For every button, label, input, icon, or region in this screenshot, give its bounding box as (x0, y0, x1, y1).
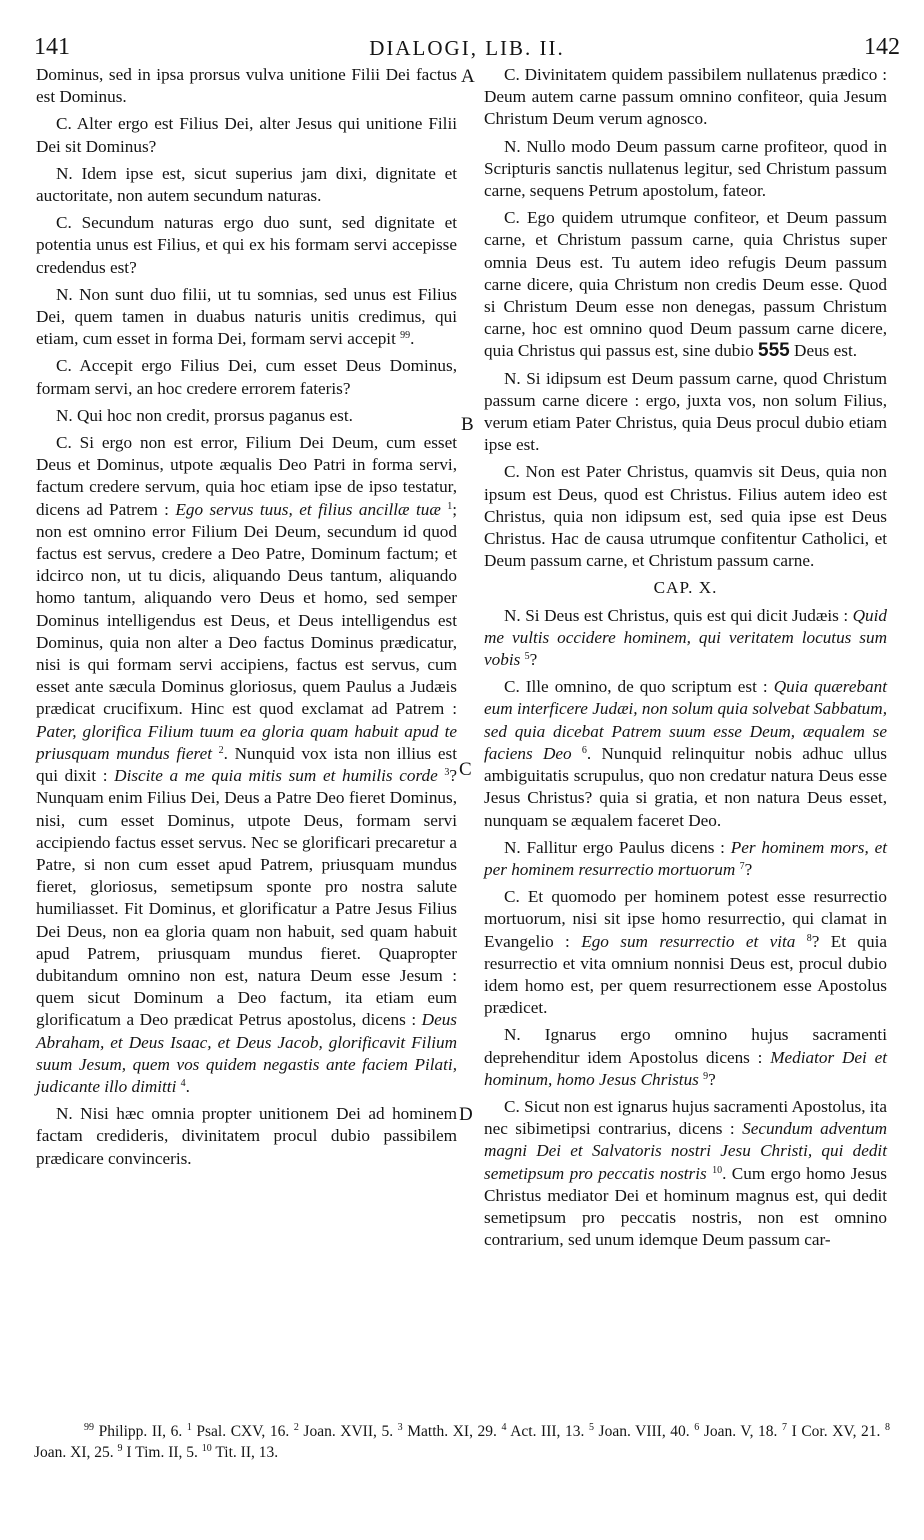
paragraph (36, 405, 457, 427)
paragraph (36, 1103, 457, 1170)
footnote-number: 9 (117, 1443, 123, 1454)
footnote-ref: 8 (806, 932, 812, 944)
text-run: N. Fallitur ergo Paulus dicens : (504, 837, 731, 857)
paragraph (36, 64, 457, 108)
text-run (572, 744, 582, 763)
paragraph (484, 676, 887, 831)
text-run: N. Idem ipse est, sicut superius jam dixi, dignitate et auctoritate, non autem secundum naturas. (36, 163, 457, 206)
footnote-ref: 99 (400, 330, 411, 342)
footnote-number: 1 (186, 1422, 192, 1433)
quotation: Mediator Dei et hominum, homo Jesus Christus (484, 1047, 888, 1089)
paragraph (36, 284, 457, 351)
footnote-citation: Joan. VIII, 40. (593, 1423, 695, 1440)
footnote-ref: 6 (581, 744, 587, 756)
quotation: Ego sum resurrectio et vita (581, 931, 796, 951)
text-run: ? (744, 859, 753, 879)
footnote-ref: 9 (703, 1070, 709, 1082)
text-run (795, 932, 806, 951)
footnote-number: 8 (885, 1422, 890, 1433)
paragraph (484, 1024, 887, 1091)
text-run: N. Ignarus ergo omnino hujus sacramenti deprehenditur idem Apostolus dicens : (484, 1025, 887, 1067)
footnote-citation: I Tim. II, 5. (122, 1444, 202, 1461)
text-run: Dominus, sed in ipsa prorsus vulva unitione Filii Dei factus est Dominus. (36, 65, 457, 107)
text-run: ? Et quia resurrectio et vita omnium nonnisi Deus est, procul dubio idem homo est, per quem resurrectionem esse Apostolus prædicet. (484, 931, 887, 1018)
footnote-number: 3 (397, 1422, 403, 1433)
text-run: . Nunquid relinquitur nobis adhuc ullus ambiguitatis scrupulus, quo non credatur natura Deus esse Jesus Christus? quia si gratia, et non natura Deus esset, nunquam se æqualem faceret Deo. (484, 743, 888, 830)
text-run: . Nunquid vox ista non illius est qui dixit : (36, 743, 458, 786)
footnote-ref: 5 (524, 651, 530, 663)
paragraph (36, 113, 457, 157)
margin-letter-c: C (459, 759, 472, 780)
text-run: ? Nunquam enim Filius Dei, Deus a Patre Deo fieret Dominus, nisi, cum esset Dominus, utpote Deus, formam servi accipiendo factus esset servus. Nec se glorificari precaretur a Patre, si non cum esset apud Patrem, priusquam mundus fieret, gloriosus, semetipsum sponte pro nostra salute humiliasset. Fit Dominus, et glorificatur a Patre Jesus Filius Dei Deus, non ea gloria quam non habuit, sed quam habuit apud Patrem, priusquam mundus fieret. Quapropter dubitandum omnino non est, natura Deum esse Jesum : quem sicut Dominum a Deo factum, ita etiam eum glorificatum a Deo prædicat Petrus apostolus, dicens : (36, 766, 457, 1030)
footnote-citation: Psal. CXV, 16. (191, 1423, 294, 1440)
text-run: C. Secundum naturas ergo duo sunt, sed dignitate et potentia unus est Filius, et qui ex his formam servi accepisse credendus est? (36, 213, 457, 277)
paragraph (484, 136, 887, 203)
quotation: Quid me vultis occidere hominem, qui veritatem locutus sum vobis (484, 605, 887, 670)
text-run: N. Nullo modo Deum passum carne profiteor, quod in Scripturis sanctis nullatenus legitur, sed Christum passum carne, sequens Petrum apostolum, fateor. (484, 136, 887, 201)
text-run: N. Qui hoc non credit, prorsus paganus est. (56, 405, 353, 425)
margin-letter-b: B (461, 414, 474, 435)
text-run: ? (708, 1069, 716, 1089)
text-run: ; non est omnino error Filium Dei Deum, secundum id quod factus est servus, credere a Deo Patre, Dominum factum; et idcirco non, ut tu dicis, aliquando Deus tantum, aliquando homo tantum, aliquando vero Deus et homo, sed semper Dominus intelligendus est Deus, et Deus intelligendus est Dominus, quia non alter a Deo factus Dominus prædicatur, nisi is qui formam servi accipiens, factus est servus, cum esset ante sæcula Dominus gloriosus, quem Paulus a Judæis prædicat crucifixum. Hinc est quod exclamat ad Patrem : (36, 499, 458, 719)
text-run: N. Si Deus est Christus, quis est qui dicit Judæis : (504, 605, 853, 625)
page-number-right: 142 (864, 34, 900, 60)
footnote-ref: 3 (444, 767, 450, 779)
text-run: C. Si ergo non est error, Filium Dei Deum, cum esset Deus et Dominus, utpote æqualis Deo Patri in forma servi, factum credere servum, quia hoc etiam ipse de ipso testatur, dicens ad Patrem : (36, 433, 457, 519)
footnote-number: 7 (782, 1422, 788, 1433)
footnote-number: 5 (588, 1422, 594, 1433)
footnote-citation: Philipp. II, 6. (94, 1423, 187, 1440)
quotation: Quia quærebant eum interficere Judæi, non solum quia solvebat Sabbatum, sed quia dicebat Patrem suum esse Deum, æqualem se faciens Deo (484, 677, 888, 763)
running-header (34, 34, 900, 66)
text-run: C. Divinitatem quidem passibilem nullatenus prædico : Deum autem carne passum omnino confiteor, quia Jesum Christum Deum verum agnosco. (484, 65, 887, 129)
paragraph (36, 212, 457, 279)
footnote-citation: Matth. XI, 29. (402, 1423, 502, 1440)
footnote-ref: 4 (180, 1077, 186, 1089)
text-run: Deus est. (789, 341, 858, 361)
text-run: N. Si idipsum est Deum passum carne, quod Christum passum carne dicere : ergo, juxta vos, non solum Filius, verum etiam Pater Christus, quia Deus procul dubio etiam ipse est. (484, 368, 887, 455)
text-run (212, 744, 219, 763)
quotation: Pater, glorifica Filium tuum ea gloria quam habuit apud te priusquam mundus fieret (36, 721, 457, 763)
paragraph (36, 163, 457, 207)
text-run: C. Ego quidem utrumque confiteor, et Deum passum carne, et Christum passum carne, quia Christus super omnia Deus est. Tu autem ideo refugis Deum passum carne dicere, quia Christum non credis Deum esse. Quod si Christum Deum esse non denegas, passum Christum carne, hoc est omnino quod Deum passum carne dicere, quia Christus qui passus est, sine dubio (484, 208, 887, 361)
footnote-number: 10 (201, 1443, 212, 1454)
footnote-citation: Joan. V, 18. (699, 1423, 783, 1440)
page-break-number: 555 (758, 340, 790, 362)
paragraph (484, 207, 887, 362)
page-number-left: 141 (34, 34, 70, 60)
footnote-citation: Joan. XVII, 5. (298, 1423, 398, 1440)
text-run: C. Sicut non est ignarus hujus sacramenti Apostolus, ita nec sibimetipsi contrarius, dicens : (484, 1096, 887, 1139)
footnotes (34, 1421, 890, 1463)
footnote-citation: Act. III, 13. (506, 1423, 589, 1440)
footnote-ref: 1 (447, 500, 453, 512)
quotation: Discite a me quia mitis sum et humilis corde (114, 766, 438, 786)
margin-letter-a: A (461, 66, 475, 87)
paragraph (484, 1096, 887, 1251)
running-title: DIALOGI, LIB. II. (369, 36, 565, 60)
text-run: C. Accepit ergo Filius Dei, cum esset Deus Dominus, formam servi, an hoc credere errorem fateris? (36, 356, 457, 398)
text-run: C. Non est Pater Christus, quamvis sit Deus, quia non ipsum est Deus, quod est Christus. Filius autem ideo est Christus, quia non idipsum est, sed quia ipse est Deus Christus. Hac de causa utrumque confitentur Catholici, et Deum passum carne, et Christum passum carne. (484, 462, 887, 571)
right-column (484, 64, 887, 1256)
text-run: N. Non sunt duo filii, ut tu somnias, sed unus est Filius Dei, quem tamen in duabus naturis unitis credimus, qui etiam, cum esset in forma Dei, formam servi accepit (36, 284, 457, 349)
chapter-heading: CAP. X. (653, 578, 718, 598)
paragraph (484, 837, 887, 881)
footnote-number: 99 (84, 1422, 94, 1433)
footnote-ref: 10 (712, 1164, 723, 1176)
footnote-citation: Joan. XI, 25. (34, 1444, 118, 1461)
footnote-ref: 7 (739, 860, 745, 872)
paragraph (484, 886, 887, 1019)
paragraph (484, 605, 887, 672)
footnote-number: 6 (694, 1422, 700, 1433)
text-run: . (410, 329, 415, 349)
paragraph (484, 64, 887, 131)
quotation: Secundum adventum magni Dei et Salvatoris nostri Jesu Christi, qui dedit semetipsum pro peccatis nostris (484, 1119, 887, 1183)
footnote-citation: I Cor. XV, 21. (787, 1423, 885, 1440)
paragraph (484, 368, 887, 457)
text-run: C. Alter ergo est Filius Dei, alter Jesus qui unitione Filii Dei sit Dominus? (36, 114, 457, 156)
footnote-citation: Tit. II, 13. (211, 1444, 279, 1461)
text-run: ? (529, 650, 538, 670)
footnote-ref: 2 (218, 744, 224, 756)
footnote-number: 2 (293, 1422, 299, 1433)
text-run: C. Ille omnino, de quo scriptum est : (504, 677, 774, 697)
footnote-number: 4 (501, 1422, 507, 1433)
text-run: C. Et quomodo per hominem potest esse resurrectio mortuorum, nisi sit ipse homo resurrectio, qui clamat in Evangelio : (484, 887, 887, 951)
paragraph (36, 355, 457, 399)
left-column (36, 64, 457, 1175)
quotation: Deus Abraham, et Deus Isaac, et Deus Jacob, glorificavit Filium suum Jesum, quem vos quidem negastis ante faciem Pilati, judicante illo dimitti (36, 1010, 457, 1096)
text-run: N. Nisi hæc omnia propter unitionem Dei ad hominem factam credideris, divinitatem procul dubio passibilem prædicare convinceris. (36, 1104, 457, 1168)
quotation: Ego servus tuus, et filius ancillæ tuæ (175, 499, 441, 519)
paragraph (484, 461, 887, 572)
paragraph (36, 432, 457, 1098)
margin-letter-d: D (459, 1104, 473, 1125)
text-run: . Cum ergo homo Jesus Christus mediator Dei et hominum magnus est, qui dedit semetipsum pro peccatis nostris, non est omnino contrarium, sed unum idemque Deum passum car- (484, 1163, 888, 1250)
text-run: . (185, 1076, 190, 1096)
quotation: Per hominem mors, et per hominem resurrectio mortuorum (484, 837, 887, 879)
